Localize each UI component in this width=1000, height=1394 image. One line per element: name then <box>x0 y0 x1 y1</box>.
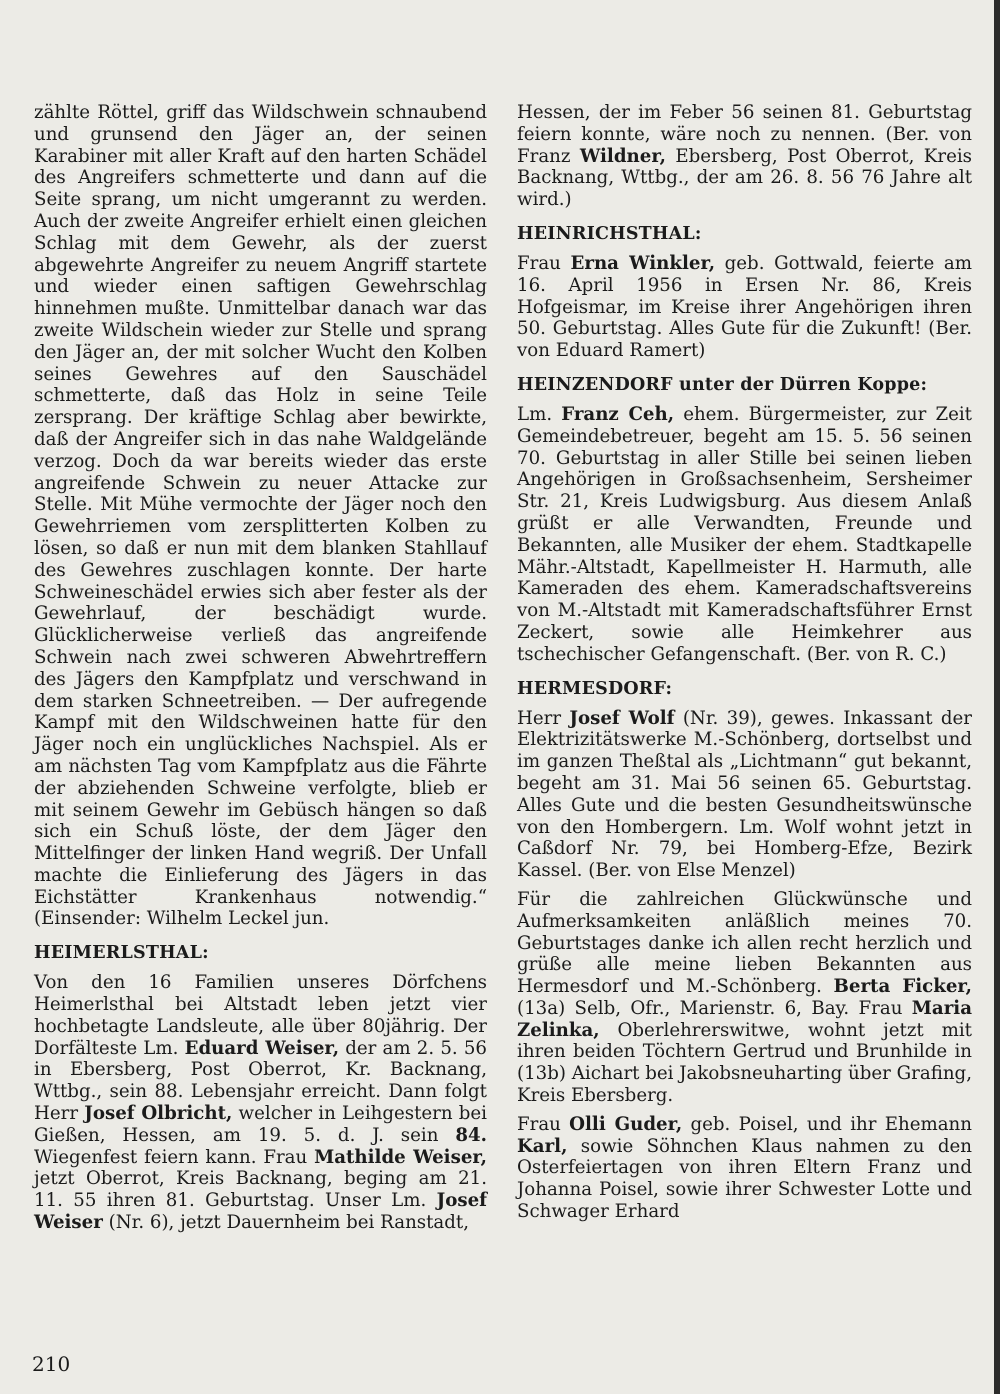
person-name: Mathilde Weiser, <box>314 1146 487 1168</box>
article-continuation: zählte Röttel, griff das Wildschwein schnaubend und grunsend den Jäger an, der seinen Karabiner mit aller Kraft auf den harten Schädel des Angreifers schmetterte und dann auf die Seite sprang, um nicht umgerannt zu werden. Auch der zweite Angreifer erhielt einen gleichen Schlag mit dem Gewehr, als der zuerst abgewehrte Angreifer zu neuem Angriff startete und wieder einen saftigen Gewehrschlag hinnehmen mußte. Unmittelbar danach war das zweite Wildschein wieder zur Stelle und sprang den Jäger an, der mit solcher Wucht den Kolben seines Gewehres auf den Sauschädel schmetterte, daß das Holz in seine Teile zersprang. Der kräftige Schlag aber bewirkte, daß der Angreifer sich in das nahe Waldgelände verzog. Doch da war bereits wieder das erste angreifende Schwein zu neuer Attacke zur Stelle. Mit Mühe vermochte der Jäger noch den Gewehrriemen vom zersplitterten Kolben zu lösen, so daß er nun mit dem blanken Stahllauf des Gewehres zuschlagen konnte. Der harte Schweineschädel erwies sich aber fester als der Gewehrlauf, der beschädigt wurde. Glücklicherweise verließ das angreifende Schwein nach zwei schweren Abwehrtreffern des Jägers den Kampfplatz und verschwand in dem starken Schneetreiben. — Der aufregende Kampf mit den Wildschweinen hatte für den Jäger noch ein unglückliches Nachspiel. Als er am nächsten Tag vom Kampfplatz aus die Fährte der abziehenden Schweine verfolgte, blieb er mit seinem Gewehr im Gebüsch hängen so daß sich ein Schuß löste, der dem Jäger den Mittelfinger der linken Hand wegriß. Der Unfall machte die Einlieferung des Jägers in das Eichstätter Krankenhaus notwendig.“ (Einsender: Wilhelm Leckel jun. <box>34 102 487 930</box>
person-name: Karl, <box>517 1135 568 1157</box>
section-heading-heimerlsthal: HEIMERLSTHAL: <box>34 943 209 964</box>
person-name: Eduard Weiser, <box>184 1037 340 1059</box>
hermesdorf-paragraph-2: Für die zahlreichen Glückwünsche und Aufmerksamkeiten anläßlich meines 70. Geburtstages danke ich allen recht herzlich und grüße alle meine lieben Bekannten aus Hermesdorf und M.-Schönberg. Berta Ficker, (13a) Selb, Ofr., Marienstr. 6, Bay. Frau Maria Zelinka, Oberlehrerswitwe, wohnt jetzt mit ihren beiden Töchtern Gertrud und Brunhilde in (13b) Aichart bei Jakobsneuharting über Grafing, Kreis Ebersberg. <box>517 888 972 1107</box>
person-name: Josef Olbricht, <box>84 1103 233 1125</box>
heimerlsthal-continuation: Hessen, der im Feber 56 seinen 81. Geburtstag feiern konnte, wäre noch zu nennen. (Ber. von Franz Wildner, Ebersberg, Post Oberrot, Kreis Backnang, Wttbg., der am 26. 8. 56 76 Jahre alt wird.) <box>517 102 973 211</box>
page-edge-shadow <box>994 0 1000 1394</box>
person-name: Josef Weiser <box>34 1190 487 1234</box>
heinrichsthal-paragraph: Frau Erna Winkler, geb. Gottwald, feierte am 16. April 1956 in Ersen Nr. 86, Kreis Hofgeismar, im Kreise ihrer Angehörigen ihren 50. Geburtstag. Alles Gute für die Zukunft! (Ber. von Eduard Ramert) <box>517 252 972 362</box>
section-heading-hermesdorf: HERMESDORF: <box>517 678 673 699</box>
person-name: Berta Ficker, <box>833 976 972 998</box>
right-column <box>517 102 972 1223</box>
person-name: Erna Winkler, <box>570 252 716 274</box>
person-name: Olli Guder, <box>569 1113 683 1135</box>
section-heading-heinrichsthal: HEINRICHSTHAL: <box>517 223 702 244</box>
person-name: Franz Ceh, <box>561 403 675 425</box>
person-name: Maria Zelinka, <box>517 997 972 1041</box>
person-name: Wildner, <box>579 145 666 167</box>
left-column <box>34 102 487 1234</box>
hermesdorf-paragraph-3: Frau Olli Guder, geb. Poisel, und ihr Ehemann Karl, sowie Söhnchen Klaus nahmen zu den Osterfeiertagen von ihren Eltern Franz und Johanna Poisel, sowie ihrer Schwester Lotte und Schwager Erhard <box>517 1113 972 1223</box>
hermesdorf-paragraph-1: Herr Josef Wolf (Nr. 39), gewes. Inkassant der Elektrizitätswerke M.-Schönberg, dortselbst und im ganzen Theßtal als „Lichtmann“ gut bekannt, begeht am 31. Mai 56 seinen 65. Geburtstag. Alles Gute und die besten Gesundheitswünsche von den Hombergern. Lm. Wolf wohnt jetzt in Caßdorf Nr. 79, bei Homberg-Efze, Bezirk Kassel. (Ber. von Else Menzel) <box>517 707 972 882</box>
section-heading-heinzendorf: HEINZENDORF unter der Dürren Koppe: <box>517 374 928 395</box>
page-number: 210 <box>32 1352 71 1376</box>
age-number: 84. <box>455 1124 487 1146</box>
heinzendorf-paragraph: Lm. Franz Ceh, ehem. Bürgermeister, zur Zeit Gemeindebetreuer, begeht am 15. 5. 56 seinen 70. Geburtstag in aller Stille bei seinen lieben Angehörigen in Großsachsenheim, Sersheimer Str. 21, Kreis Ludwigsburg. Aus diesem Anlaß grüßt er alle Verwandten, Freunde und Bekannten, alle Musiker der ehem. Stadtkapelle Mähr.-Altstadt, Kapellmeister H. Harmuth, alle Kameraden des ehem. Kameradschaftsvereins von M.-Altstadt mit Kameradschaftsführer Ernst Zeckert, sowie alle Heimkehrer aus tschechischer Gefangenschaft. (Ber. von R. C.) <box>517 403 972 665</box>
heimerlsthal-paragraph: Von den 16 Familien unseres Dörfchens Heimerlsthal bei Altstadt leben jetzt vier hochbetagte Landsleute, alle über 80jährig. Der Dorfälteste Lm. Eduard Weiser, der am 2. 5. 56 in Ebersberg, Post Oberrot, Kr. Backnang, Wttbg., sein 88. Lebensjahr erreicht. Dann folgt Herr Josef Olbricht, welcher in Leihgestern bei Gießen, Hessen, am 19. 5. d. J. sein 84. Wiegenfest feiern kann. Frau Mathilde Weiser, jetzt Oberrot, Kreis Backnang, beging am 21. 11. 55 ihren 81. Geburtstag. Unser Lm. Josef Weiser (Nr. 6), jetzt Dauernheim bei Ranstadt, <box>34 972 487 1234</box>
person-name: Josef Wolf <box>569 707 675 729</box>
